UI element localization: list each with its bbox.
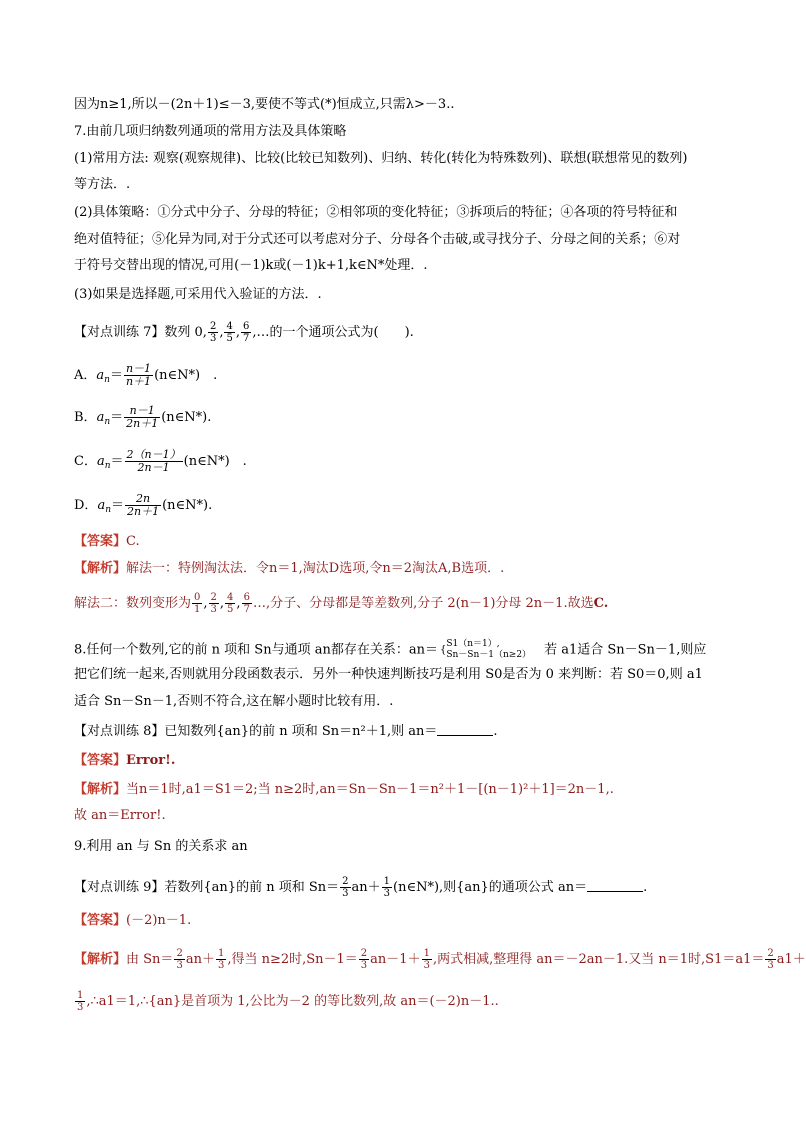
answer-value: (－2)n－1. [126, 913, 192, 928]
fraction: $\frac{n-1}{2n+1}$ [126, 404, 159, 430]
fraction: $\frac{2}{3}$ [767, 948, 774, 971]
answer-value: C. [126, 534, 140, 549]
text-line: 适合 Sn－Sn－1,否则不符合,这在解小题时比较有用．. [74, 694, 394, 709]
fraction: $\frac{1}{3}$ [383, 876, 390, 899]
fraction: $\frac{1}{3}$ [423, 948, 430, 971]
fraction: $\frac{2}{3}$ [342, 876, 349, 899]
fraction: $\frac{n-1}{n+1}$ [125, 362, 152, 388]
explanation-label: 【解析】 [74, 952, 127, 967]
fraction: $\frac{4}{5}$ [227, 592, 234, 615]
exercise-7-stem: 【对点训练 7】数列 0, $\frac{2}{3}$ , $\frac{4}{5}$ , $\frac{6}{7}$ ,…的一个通项公式为( ). [74, 321, 414, 344]
answer-blank [437, 723, 493, 736]
exercise-9-explanation: 【解析】由 Sn＝ $\frac{2}{3}$ an＋ $\frac{1}{3}$ ,得当 n≥2时,Sn－1＝ $\frac{2}{3}$ an－1＋ $\frac{1}{3}$ ,两式相减,整理得 an＝－2an－1.又当 n＝1时,S1＝a1＝ $\frac{2}{3}$ a1＋ [74, 948, 806, 971]
fraction: $\frac{2n}{2n+1}$ [127, 492, 160, 518]
exercise-8-explanation-2: 故 an＝Error!. [74, 808, 166, 823]
explanation-label: 【解析】 [74, 561, 127, 576]
fraction: $\frac{2}{3}$ [209, 321, 217, 344]
exercise-7-explanation-2: 解法二：数列变形为 $\frac{0}{1}$ , $\frac{2}{3}$ , $\frac{4}{5}$ , $\frac{6}{7}$ …,分子、分母都是等差数列,分子 2(n－1)分母 2n－1.故选C. [74, 592, 609, 615]
fraction: $\frac{1}{3}$ [77, 990, 84, 1013]
fraction: $\frac{0}{1}$ [194, 592, 201, 615]
fraction: $\frac{2}{3}$ [210, 592, 217, 615]
fraction: $\frac{2}{3}$ [360, 948, 368, 971]
option-c: C．$a_n=$ $\frac{2(n-1)}{2n-1}$ (n∈N*) . [74, 448, 247, 474]
exercise-9-explanation-2: $\frac{1}{3}$ ,∴a1＝1,∴{an}是首项为 1,公比为－2 的等比数列,故 an＝(－2)n－1.. [77, 990, 499, 1013]
text-line: (2)具体策略：①分式中分子、分母的特征；②相邻项的变化特征；③拆项后的特征；④各项的符号特征和 [74, 205, 678, 220]
exercise-7-label: 【对点训练 7】数列 0, [74, 325, 207, 340]
text-line: 于符号交替出现的情况,可用(－1)k或(－1)k+1,k∈N*处理．. [74, 258, 428, 273]
fraction: $\frac{1}{3}$ [217, 948, 225, 971]
fraction: $\frac{6}{7}$ [242, 321, 250, 344]
piecewise-brace: { S1（n＝1）, Sn－Sn－1（n≥2） [439, 639, 532, 660]
exercise-8-stem: 【对点训练 8】已知数列{an}的前 n 项和 Sn＝n²＋1,则 an＝ . [74, 724, 498, 739]
fraction: $\frac{2}{3}$ [176, 948, 183, 971]
section-heading: 9.利用 an 与 Sn 的关系求 an [74, 839, 248, 854]
answer-label: 【答案】 [74, 753, 127, 768]
exercise-8-explanation: 【解析】当n＝1时,a1＝S1＝2;当 n≥2时,an＝Sn－Sn－1＝n²＋1－[(n－1)²＋1]＝2n－1,. [74, 782, 614, 797]
option-b: B．$a_n=$ $\frac{n-1}{2n+1}$ (n∈N*). [74, 404, 212, 430]
exercise-9-answer [74, 912, 191, 930]
text-line: (1)常用方法: 观察(观察规律)、比较(比较已知数列)、归纳、转化(转化为特殊数列)、联想(联想常见的数列) [74, 151, 688, 166]
answer-label: 【答案】 [74, 913, 127, 928]
exercise-7-stem-tail: …的一个通项公式为( ). [256, 325, 414, 340]
text-line: 绝对值特征；⑤化异为同,对于分式还可以考虑对分子、分母各个击破,或寻找分子、分母之间的关系；⑥对 [74, 232, 681, 247]
text-line: (3)如果是选择题,可采用代入验证的方法．. [74, 287, 322, 302]
section-heading: 7.由前几项归纳数列通项的常用方法及具体策略 [74, 124, 347, 139]
explanation-label: 【解析】 [74, 782, 127, 797]
exercise-7-answer [74, 533, 140, 551]
text-line: 把它们统一起来,否则就用分段函数表示．另外一种快速判断技巧是利用 S0是否为 0 来判断：若 S0＝0,则 a1 [74, 667, 703, 682]
option-d: D．$a_n=$ $\frac{2n}{2n+1}$ (n∈N*). [74, 492, 213, 518]
exercise-7-explanation: 【解析】解法一：特例淘汰法．令n＝1,淘汰D选项,令n＝2淘汰A,B选项．. [74, 561, 505, 576]
answer-value: Error!. [126, 753, 176, 768]
text-line: 因为n≥1,所以－(2n＋1)≤－3,要使不等式(*)恒成立,只需λ>－3.. [74, 97, 455, 112]
answer-blank [587, 879, 643, 892]
fraction: $\frac{4}{5}$ [226, 321, 233, 344]
exercise-9-stem: 【对点训练 9】若数列{an}的前 n 项和 Sn＝ $\frac{2}{3}$ an＋ $\frac{1}{3}$ (n∈N*),则{an}的通项公式 an＝ . [74, 876, 648, 899]
text-line: 8.任何一个数列,它的前 n 项和 Sn与通项 an都存在关系：an＝ { S1（n＝1）, Sn－Sn－1（n≥2） 若 a1适合 Sn－Sn－1,则应 [74, 639, 707, 660]
exercise-8-answer [74, 752, 175, 770]
option-a: A．$a_n=$ $\frac{n-1}{n+1}$ (n∈N*) . [74, 362, 218, 388]
answer-label: 【答案】 [74, 534, 127, 549]
text-line: 等方法．. [74, 177, 131, 192]
fraction: $\frac{2(n-1)}{2n-1}$ [126, 448, 181, 474]
fraction: $\frac{6}{7}$ [243, 592, 250, 615]
